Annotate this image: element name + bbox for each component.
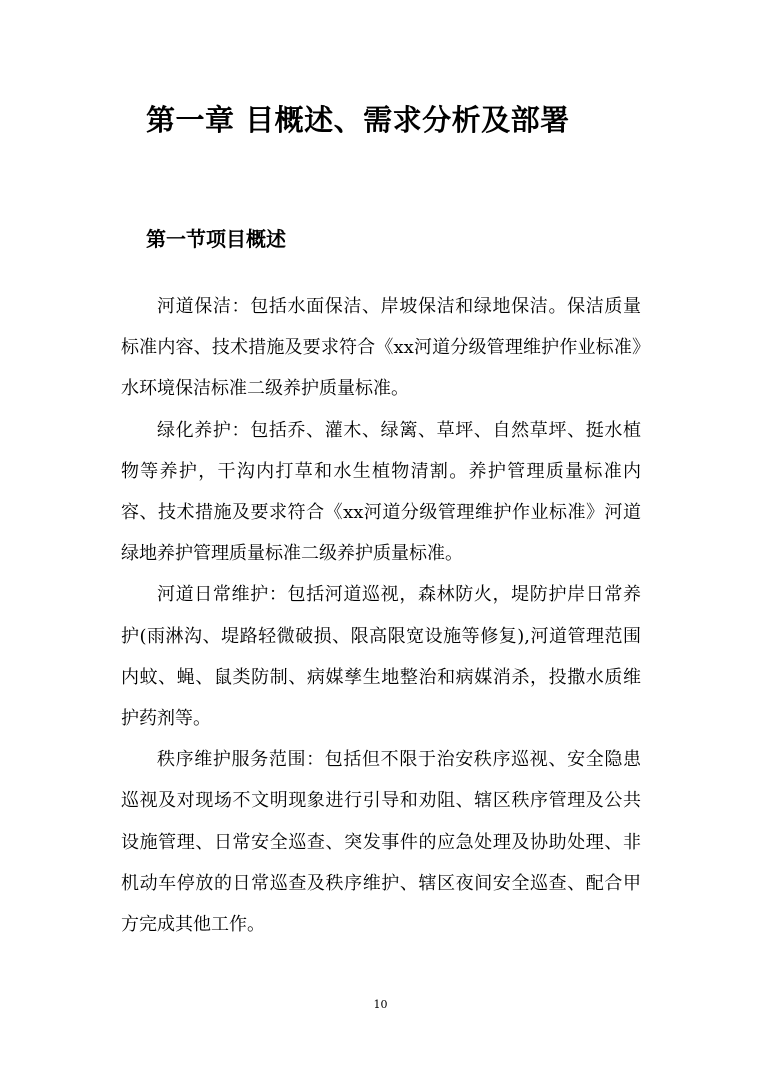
- paragraph-order-maintenance: 秩序维护服务范围：包括但不限于治安秩序巡视、安全隐患巡视及对现场不文明现象进行引导和劝阻、辖区秩序管理及公共设施管理、日常安全巡查、突发事件的应急处理及协助处理、非机动车停放的日常巡查及秩序维护、辖区夜间安全巡查、配合甲方完成其他工作。: [121, 749, 641, 936]
- chapter-title: 第一章 目概述、需求分析及部署: [146, 103, 570, 137]
- paragraph-daily-maintenance: 河道日常维护：包括河道巡视，森林防火，堤防护岸日常养护(雨淋沟、堤路轻微破损、限高限宽设施等修复),河道管理范围内蚊、蝇、鼠类防制、病媒孳生地整治和病媒消杀，投撒水质维护药剂等。: [121, 584, 641, 730]
- paragraph-greening-maintenance: 绿化养护：包括乔、灌木、绿篱、草坪、自然草坪、挺水植物等养护，干沟内打草和水生植物清割。养护管理质量标准内容、技术措施及要求符合《xx河道分级管理维护作业标准》河道绿地养护管理质量标准二级养护质量标准。: [121, 419, 641, 565]
- body-text: [121, 286, 641, 945]
- paragraph-river-cleaning: 河道保洁：包括水面保洁、岸坡保洁和绿地保洁。保洁质量标准内容、技术措施及要求符合《xx河道分级管理维护作业标准》水环境保洁标准二级养护质量标准。: [121, 296, 641, 400]
- section-title: 第一节项目概述: [146, 227, 286, 251]
- page-number: 10: [373, 998, 388, 1011]
